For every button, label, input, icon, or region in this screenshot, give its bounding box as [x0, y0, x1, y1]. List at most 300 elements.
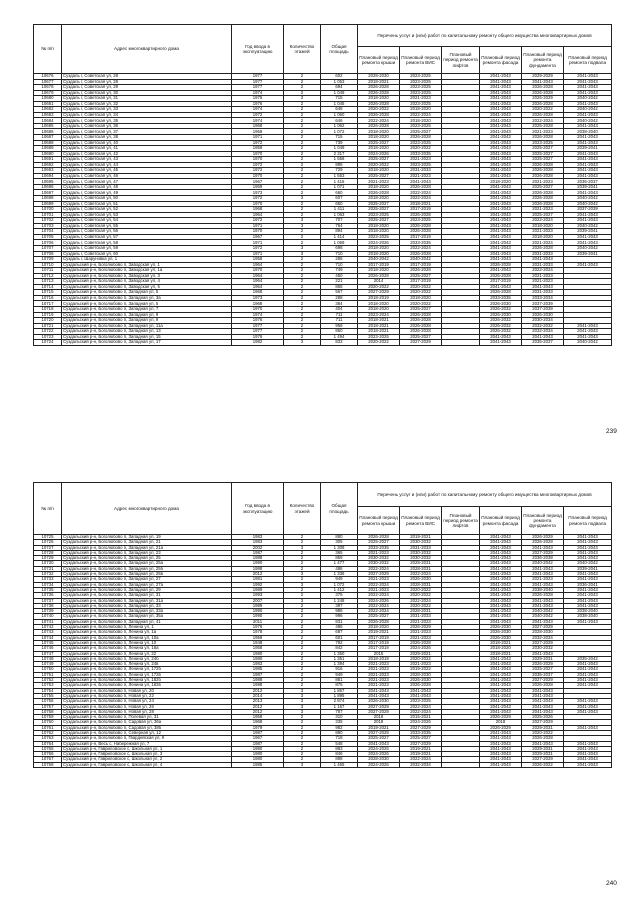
- row-foundation: 2041-2043: [522, 572, 564, 577]
- row-vis: 2026-2028: [400, 184, 442, 190]
- row-area: 310: [321, 715, 358, 720]
- row-year: 2011: [232, 619, 284, 624]
- row-address: Суздальский р-н, Боголюбово п, Садовая ул, 38б: [62, 725, 232, 730]
- row-floors: 2: [284, 290, 321, 296]
- row-number: 10694: [34, 173, 62, 179]
- row-roof: 2018-2020: [358, 251, 400, 257]
- row-area: 450: [321, 273, 358, 279]
- row-vis: 2019-2021: [400, 752, 442, 757]
- row-address: Суздальский р-н, Боголюбово п, Западная ул, 17: [62, 340, 232, 346]
- row-basement: 2041-2043: [564, 550, 612, 555]
- row-basement: 2041-2043: [564, 90, 612, 96]
- row-floors: 3: [284, 245, 321, 251]
- row-foundation: 2026-2029: [522, 535, 564, 540]
- row-facade: 2041-2043: [480, 598, 522, 603]
- row-vis: 2026-2028: [400, 323, 442, 329]
- row-facade: 2041-2043: [480, 129, 522, 135]
- row-address: Суздаль г, Советская ул, 36: [62, 123, 232, 129]
- row-floors: 2: [284, 625, 321, 630]
- row-address: Суздаль г, Советская ул, 43: [62, 157, 232, 163]
- row-basement: 2039-2041: [564, 184, 612, 190]
- header-address: Адрес многоквартирного дома: [62, 25, 232, 74]
- row-number: 10712: [34, 273, 62, 279]
- row-roof: 2041-2043: [358, 693, 400, 698]
- row-floors: 2: [284, 306, 321, 312]
- row-address: Суздальский р-н, Боголюбово п, Новая ул, 26: [62, 704, 232, 709]
- row-year: 1989: [232, 587, 284, 592]
- row-address: Суздальский р-н, Боголюбово п, Ленина ул, 182б: [62, 678, 232, 683]
- row-address: Суздаль г, Советская ул, 50: [62, 196, 232, 202]
- row-facade: 2041-2043: [480, 757, 522, 762]
- row-area: 982: [321, 725, 358, 730]
- row-number: 10714: [34, 284, 62, 290]
- row-vis: 2033-2035: [400, 240, 442, 246]
- row-floors: 2: [284, 667, 321, 672]
- row-year: 2012: [232, 572, 284, 577]
- row-area: 365: [321, 550, 358, 555]
- row-address: Суздальский р-н, Гавриловское с, Школьная ул, 1: [62, 746, 232, 751]
- row-roof: 2018-2021: [358, 79, 400, 85]
- row-foundation: 2020-2022: [522, 107, 564, 113]
- row-number: 10691: [34, 157, 62, 163]
- row-roof: 2018-2020: [358, 196, 400, 202]
- row-foundation: 2026-2028: [522, 683, 564, 688]
- row-vis: 2027-2029: [400, 725, 442, 730]
- row-floors: 2: [284, 257, 321, 263]
- row-year: 1958: [232, 646, 284, 651]
- row-vis: 2023-2025: [400, 101, 442, 107]
- row-roof: 2030-2032: [358, 556, 400, 561]
- row-address: Суздальский р-н, Боголюбово п, Западная ул, 7: [62, 306, 232, 312]
- row-floors: 2: [284, 162, 321, 168]
- row-address: Суздальский р-н, Боголюбово п, Западная ул, 31: [62, 593, 232, 598]
- row-foundation: 2026-2029: [522, 662, 564, 667]
- row-address: Суздальский р-н, Гавриловское с, Школьная ул, 3: [62, 752, 232, 757]
- row-number: 10732: [34, 572, 62, 577]
- row-roof: 2025-2027: [358, 540, 400, 545]
- row-year: 1972: [232, 245, 284, 251]
- row-year: 1988: [232, 678, 284, 683]
- row-number: 10679: [34, 90, 62, 96]
- row-foundation: 2026-2028: [522, 135, 564, 141]
- row-vis: 2028-2031: [400, 609, 442, 614]
- document-page-239: [0, 0, 640, 450]
- row-basement: 2041-2043: [564, 85, 612, 91]
- row-area: 875: [321, 683, 358, 688]
- row-roof: 2026-2028: [358, 101, 400, 107]
- row-basement: 2036-2041: [564, 582, 612, 587]
- row-foundation: 2026-2028: [522, 101, 564, 107]
- row-year: 1969: [232, 129, 284, 135]
- row-year: 1978: [232, 630, 284, 635]
- header-lifts: Плановый период ремонта лифтов: [442, 507, 480, 535]
- row-roof: 2024-2026: [358, 240, 400, 246]
- row-area: 916: [321, 667, 358, 672]
- row-foundation: 2041-2043: [522, 598, 564, 603]
- row-year: 1980: [232, 746, 284, 751]
- row-number: 10721: [34, 323, 62, 329]
- row-address: Суздальский р-н, Боголюбово п, Заводская ул, 3: [62, 273, 232, 279]
- row-area: 958: [321, 323, 358, 329]
- row-address: Суздальский р-н, Боголюбово п, Новая ул, 20: [62, 688, 232, 693]
- row-roof: 2041-2043: [358, 688, 400, 693]
- row-area: 404: [321, 306, 358, 312]
- row-basement: 2040-2042: [564, 223, 612, 229]
- row-facade: 2041-2043: [480, 85, 522, 91]
- row-foundation: 2025-2027: [522, 184, 564, 190]
- row-foundation: 2031-2033: [522, 262, 564, 268]
- row-foundation: 2026-2029: [522, 96, 564, 102]
- row-vis: 2017-2019: [400, 234, 442, 240]
- row-number: 10716: [34, 295, 62, 301]
- row-year: 1964: [232, 212, 284, 218]
- row-area: 881: [321, 678, 358, 683]
- row-foundation: 2021-2023: [522, 207, 564, 213]
- row-year: 1989: [232, 603, 284, 608]
- row-floors: 2: [284, 157, 321, 163]
- row-roof: 2024-2026: [358, 151, 400, 157]
- row-year: 1987: [232, 741, 284, 746]
- row-area: 698: [321, 245, 358, 251]
- row-number: 10767: [34, 757, 62, 762]
- row-year: 1972: [232, 168, 284, 174]
- row-roof: 2025-2027: [358, 736, 400, 741]
- row-vis: 2023-2025: [400, 123, 442, 129]
- row-facade: 2041-2043: [480, 184, 522, 190]
- row-address: Суздальский р-н, Боголюбово п, Северная ул, 12: [62, 730, 232, 735]
- row-foundation: 2027-2029: [522, 640, 564, 645]
- row-roof: 2018-2020: [358, 301, 400, 307]
- row-roof: 2027-2029: [358, 730, 400, 735]
- row-roof: 2024-2026: [358, 752, 400, 757]
- row-number: 10722: [34, 329, 62, 335]
- row-facade: 2041-2043: [480, 556, 522, 561]
- row-basement: 2040-2042: [564, 340, 612, 346]
- row-address: Суздаль г, Советская ул, 58: [62, 240, 232, 246]
- row-area: 602: [321, 74, 358, 80]
- row-number: 10743: [34, 630, 62, 635]
- row-number: 10715: [34, 290, 62, 296]
- row-floors: 3: [284, 96, 321, 102]
- row-roof: 2022-2024: [358, 566, 400, 571]
- row-basement: 2041-2043: [564, 212, 612, 218]
- row-basement: 2039-2041: [564, 146, 612, 152]
- row-vis: 2022-2024: [400, 190, 442, 196]
- row-roof: 2020-2022: [358, 340, 400, 346]
- row-year: 2012: [232, 688, 284, 693]
- row-facade: 2041-2043: [480, 550, 522, 555]
- header-basement: Плановый период ремонта подвала: [564, 47, 612, 74]
- row-area: 1 063: [321, 212, 358, 218]
- row-address: Суздальский р-н, Гавриловское с, Школьная ул, 2: [62, 757, 232, 762]
- row-facade: 2041-2043: [480, 201, 522, 207]
- row-vis: 2030-2032: [400, 556, 442, 561]
- row-foundation: 2041-2043: [522, 651, 564, 656]
- header-roof: Плановый период ремонта крыши: [358, 507, 400, 535]
- row-year: 1971: [232, 251, 284, 257]
- row-address: Суздаль г, Советская ул, 30: [62, 90, 232, 96]
- row-basement: 2041-2043: [564, 151, 612, 157]
- row-year: 1973: [232, 295, 284, 301]
- row-roof: 2022-2024: [358, 609, 400, 614]
- row-vis: 2041-2043: [400, 688, 442, 693]
- row-vis: 2026-2028: [400, 268, 442, 274]
- row-area: 996: [321, 614, 358, 619]
- row-floors: 2: [284, 262, 321, 268]
- row-number: 10750: [34, 667, 62, 672]
- row-area: 305: [321, 540, 358, 545]
- row-year: 1974: [232, 118, 284, 124]
- row-vis: 2017-2019: [400, 279, 442, 285]
- row-roof: 2018: [358, 720, 400, 725]
- row-address: Суздальский р-н, Боголюбово п, Ленина ул, 10: [62, 640, 232, 645]
- row-vis: 2026-2030: [400, 678, 442, 683]
- row-facade: 2041-2043: [480, 672, 522, 677]
- row-year: 1982: [232, 340, 284, 346]
- row-number: 10763: [34, 736, 62, 741]
- row-year: 1972: [232, 140, 284, 146]
- row-vis: 2026-2028: [400, 640, 442, 645]
- row-floors: 2: [284, 123, 321, 129]
- row-floors: 2: [284, 212, 321, 218]
- row-year: 1968: [232, 301, 284, 307]
- row-area: 384: [321, 301, 358, 307]
- row-area: 288: [321, 295, 358, 301]
- row-foundation: 2025-2026: [522, 715, 564, 720]
- row-number: 10766: [34, 752, 62, 757]
- row-year: 1970: [232, 229, 284, 235]
- row-basement: 2035-2042: [564, 656, 612, 661]
- row-basement: 2038-2040: [564, 614, 612, 619]
- row-vis: 2033-2035: [400, 151, 442, 157]
- row-facade: 2041-2043: [480, 162, 522, 168]
- row-year: 1983: [232, 540, 284, 545]
- row-vis: 2015-2021: [400, 715, 442, 720]
- row-foundation: 2026-2028: [522, 245, 564, 251]
- row-number: 10705: [34, 234, 62, 240]
- row-address: Суздальский р-н, Боголюбово п, Западная ул, 3а: [62, 295, 232, 301]
- row-year: 1969: [232, 184, 284, 190]
- row-number: 10699: [34, 201, 62, 207]
- row-year: 1964: [232, 284, 284, 290]
- row-area: 387: [321, 603, 358, 608]
- row-year: 1967: [232, 179, 284, 185]
- row-floors: 2: [284, 74, 321, 80]
- row-foundation: 2041-2043: [522, 603, 564, 608]
- row-year: 1980: [232, 752, 284, 757]
- row-roof: 2021-2023: [358, 550, 400, 555]
- row-foundation: 2027-2029: [522, 720, 564, 725]
- row-area: 710: [321, 251, 358, 257]
- row-number: 10718: [34, 306, 62, 312]
- row-address: Суздальский р-н, Боголюбово п, Ленина ул, 16а: [62, 646, 232, 651]
- row-address: Суздальский р-н, Весь с, Набережная ул, 7: [62, 741, 232, 746]
- row-address: Суздаль г, Советская ул, 44: [62, 162, 232, 168]
- row-foundation: 2037-2039: [522, 306, 564, 312]
- row-address: Суздальский р-н, Боголюбово п, Западная ул, 13: [62, 329, 232, 335]
- row-number: 10707: [34, 245, 62, 251]
- row-foundation: 2021-2023: [522, 179, 564, 185]
- row-vis: 2023-2025: [400, 90, 442, 96]
- row-facade: 2026-2028: [480, 290, 522, 296]
- row-vis: 2020-2022: [400, 290, 442, 296]
- row-area: 221: [321, 279, 358, 285]
- row-vis: 2017-2019: [400, 207, 442, 213]
- row-facade: 2018: [480, 720, 522, 725]
- row-year: 1967: [232, 736, 284, 741]
- row-area: 1 049: [321, 90, 358, 96]
- row-address: Суздальский р-н, Боголюбово п, Ленина ул, 172б: [62, 667, 232, 672]
- row-roof: 2021-2023: [358, 577, 400, 582]
- row-vis: 2024-2026: [400, 720, 442, 725]
- row-facade: 2041-2043: [480, 561, 522, 566]
- row-area: 831: [321, 619, 358, 624]
- row-foundation: 2029-2031: [522, 656, 564, 661]
- row-vis: 2022-2024: [400, 757, 442, 762]
- row-roof: 2018-2020: [358, 268, 400, 274]
- row-number: 10758: [34, 709, 62, 714]
- row-number: 10735: [34, 587, 62, 592]
- row-roof: 2018-2020: [358, 146, 400, 152]
- row-floors: 2: [284, 101, 321, 107]
- row-year: 1970: [232, 201, 284, 207]
- row-foundation: 2023-2025: [522, 140, 564, 146]
- row-year: 1970: [232, 157, 284, 163]
- row-area: 650: [321, 201, 358, 207]
- row-vis: 2022-2024: [400, 112, 442, 118]
- row-floors: 2: [284, 672, 321, 677]
- row-floors: 2: [284, 550, 321, 555]
- row-floors: 2: [284, 184, 321, 190]
- row-vis: 2025-2027: [400, 306, 442, 312]
- row-facade: 2041-2043: [480, 135, 522, 141]
- row-area: 787: [321, 709, 358, 714]
- row-facade: 2041-2043: [480, 619, 522, 624]
- row-area: 949: [321, 672, 358, 677]
- row-facade: 2041-2043: [480, 730, 522, 735]
- row-vis: 2041-2043: [400, 693, 442, 698]
- row-foundation: 2037-2039: [522, 301, 564, 307]
- row-roof: 2018-2019: [358, 295, 400, 301]
- row-area: 646: [321, 118, 358, 124]
- header-foundation: Плановый период ремонта фундамента: [522, 507, 564, 535]
- row-floors: 2: [284, 295, 321, 301]
- row-year: 1980: [232, 656, 284, 661]
- row-foundation: 2027-2029: [522, 757, 564, 762]
- header-roof: Плановый период ремонта крыши: [358, 47, 400, 74]
- row-foundation: 2026-2028: [522, 201, 564, 207]
- row-number: 10688: [34, 140, 62, 146]
- row-address: Суздальский р-н, Боголюбово п, Западная ул, 21а: [62, 545, 232, 550]
- row-floors: 2: [284, 566, 321, 571]
- row-roof: 2021-2023: [358, 667, 400, 672]
- row-year: 1970: [232, 306, 284, 312]
- row-vis: 2022-2024: [400, 572, 442, 577]
- row-address: Суздаль г, Советская ул, 49: [62, 190, 232, 196]
- row-year: 1988: [232, 556, 284, 561]
- header-number: № п/п: [34, 483, 62, 535]
- row-vis: 2026-2028: [400, 229, 442, 235]
- row-foundation: 2022-2024: [522, 218, 564, 224]
- row-area: 1 072: [321, 129, 358, 135]
- row-area: 486: [321, 566, 358, 571]
- row-vis: 2025-2027: [400, 273, 442, 279]
- row-roof: 2018-2020: [358, 306, 400, 312]
- row-address: Суздальский р-н, Боголюбово п, Новая ул, 28: [62, 709, 232, 714]
- row-roof: 2019-2021: [358, 725, 400, 730]
- row-address: Суздаль г, Советская ул, 31: [62, 96, 232, 102]
- row-address: Суздаль г, Советская ул, 33: [62, 107, 232, 113]
- row-basement: 2039-2041: [564, 566, 612, 571]
- row-address: Суздаль г, Советская ул, 59: [62, 245, 232, 251]
- row-basement: 2041-2043: [564, 699, 612, 704]
- row-address: Суздаль г, Советская ул, 29: [62, 85, 232, 91]
- row-address: Суздальский р-н, Боголюбово п, Заводская ул, 4: [62, 279, 232, 285]
- row-basement: 2039-2041: [564, 229, 612, 235]
- row-basement: 2041-2043: [564, 667, 612, 672]
- row-vis: 2026-2029: [400, 625, 442, 630]
- row-basement: 2041-2043: [564, 545, 612, 550]
- row-floors: 2: [284, 720, 321, 725]
- row-roof: 2018-2020: [358, 135, 400, 141]
- row-roof: 2027-2029: [358, 704, 400, 709]
- header-basement: Плановый период ремонта подвала: [564, 507, 612, 535]
- row-floors: 2: [284, 234, 321, 240]
- row-address: Суздальский р-н, Боголюбово п, Ленина ул, 1: [62, 625, 232, 630]
- row-vis: 2026-2028: [400, 251, 442, 257]
- row-roof: 2024-2026: [358, 598, 400, 603]
- row-foundation: 2035-2037: [522, 340, 564, 346]
- row-roof: 2018-2021: [358, 323, 400, 329]
- row-floors: 2: [284, 279, 321, 285]
- row-roof: 2015: [358, 651, 400, 656]
- row-vis: 2031-2033: [400, 168, 442, 174]
- row-floors: 2: [284, 715, 321, 720]
- row-number: 10698: [34, 196, 62, 202]
- row-number: 10752: [34, 678, 62, 683]
- row-foundation: 2028-2030: [522, 630, 564, 635]
- row-area: 749: [321, 268, 358, 274]
- row-roof: 2022-2024: [358, 603, 400, 608]
- row-roof: 2028-2030: [358, 74, 400, 80]
- row-floors: 2: [284, 334, 321, 340]
- row-foundation: 2029-2029: [522, 74, 564, 80]
- row-year: 1987: [232, 550, 284, 555]
- row-facade: 2041-2043: [480, 340, 522, 346]
- row-number: 10717: [34, 301, 62, 307]
- row-address: Суздальский р-н, Боголюбово п, Западная ул, 23: [62, 550, 232, 555]
- row-basement: 2038-2040: [564, 609, 612, 614]
- header-works-group: Перечень услуг и (или) работ по капитальному ремонту общего имущества многоквартирных домов: [358, 25, 612, 47]
- row-foundation: 2032-2032: [522, 323, 564, 329]
- row-foundation: 2040-2042: [522, 609, 564, 614]
- row-roof: 2025-2027: [358, 173, 400, 179]
- row-foundation: 2041-2043: [522, 582, 564, 587]
- row-basement: 2041-2043: [564, 587, 612, 592]
- row-year: 1976: [232, 625, 284, 630]
- row-number: 10719: [34, 312, 62, 318]
- row-roof: 2017-2019: [358, 640, 400, 645]
- row-basement: 2041-2043: [564, 662, 612, 667]
- row-number: 10765: [34, 746, 62, 751]
- row-foundation: 2025-2027: [522, 151, 564, 157]
- row-area: 1 248: [321, 598, 358, 603]
- row-basement: 2041-2043: [564, 123, 612, 129]
- row-basement: 2041-2043: [564, 101, 612, 107]
- row-foundation: 2032-2034: [522, 635, 564, 640]
- row-area: 601: [321, 635, 358, 640]
- row-basement: 2040-2042: [564, 196, 612, 202]
